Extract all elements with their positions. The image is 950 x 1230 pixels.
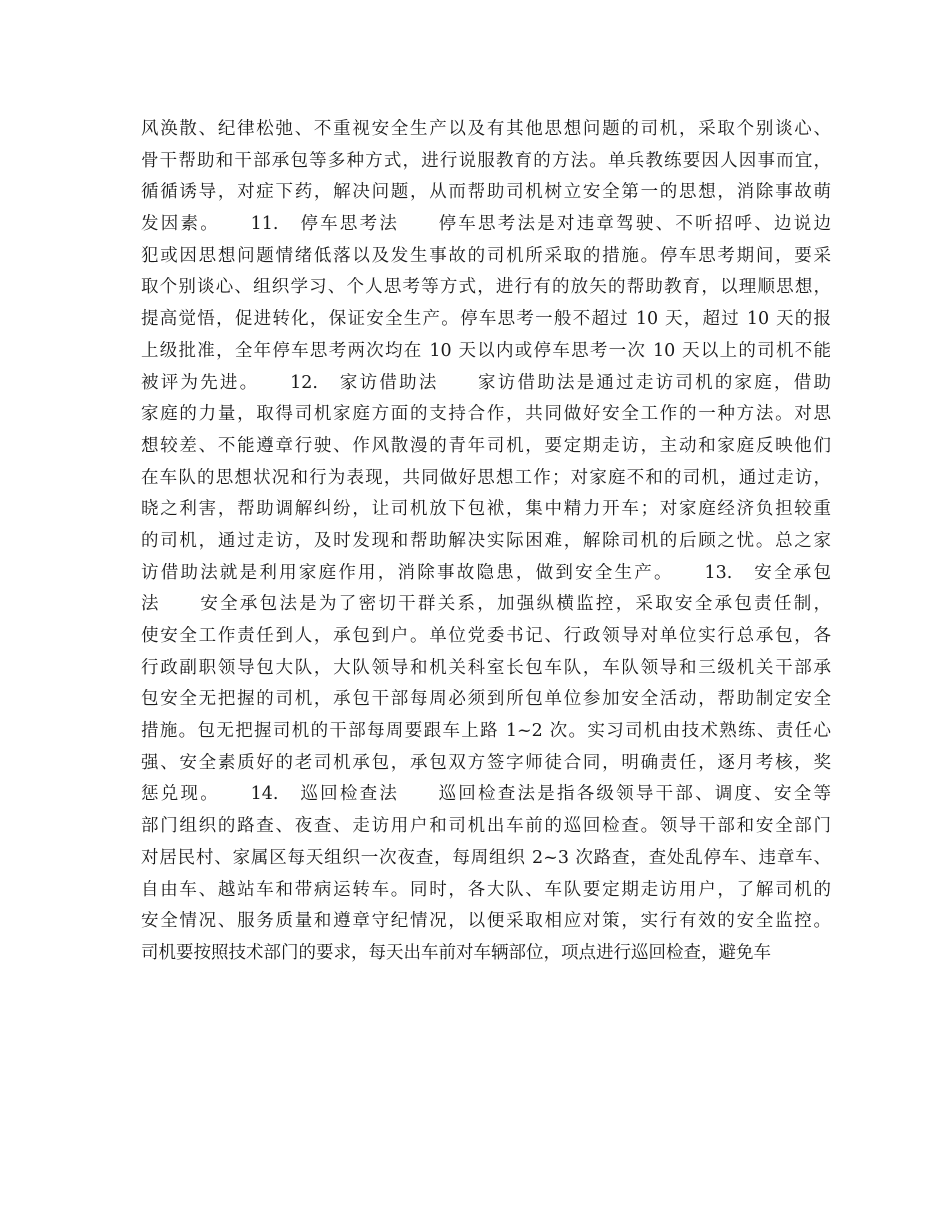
- text-line: 措施。包无把握司机的干部每周要跟车上路 1~2 次。实习司机由技术熟练、责任心: [141, 721, 831, 742]
- text-line: 的司机，通过走访，及时发现和帮助解决实际困难，解除司机的后顾之忧。总之家: [141, 530, 831, 551]
- text-line: 犯或因思想问题情绪低落以及发生事故的司机所采取的措施。停车思考期间，要采: [141, 245, 831, 266]
- text-line: 自由车、越站车和带病运转车。同时，各大队、车队要定期走访用户，了解司机的: [141, 879, 831, 900]
- text-line: 强、安全素质好的老司机承包，承包双方签字师徒合同，明确责任，逐月考核，奖: [141, 752, 831, 773]
- text-line: 安全情况、服务质量和遵章守纪情况，以便采取相应对策，实行有效的安全监控。: [141, 911, 831, 932]
- text-line: 行政副职领导包大队，大队领导和机关科室长包车队，车队领导和三级机关干部承: [141, 657, 831, 678]
- text-line: 惩兑现。 14. 巡回检查法 巡回检查法是指各级领导干部、调度、安全等: [141, 784, 831, 805]
- text-line: 对居民村、家属区每天组织一次夜查，每周组织 2~3 次路查，查处乱停车、违章车、: [141, 847, 831, 868]
- text-line: 想较差、不能遵章行驶、作风散漫的青年司机，要定期走访，主动和家庭反映他们: [141, 435, 831, 456]
- text-line: 部门组织的路查、夜查、走访用户和司机出车前的巡回检查。领导干部和安全部门: [141, 816, 831, 837]
- text-line: 取个别谈心、组织学习、个人思考等方式，进行有的放矢的帮助教育，以理顺思想，: [141, 277, 831, 298]
- text-line: 上级批准，全年停车思考两次均在 10 天以内或停车思考一次 10 天以上的司机不能: [141, 340, 831, 361]
- text-line: 骨干帮助和干部承包等多种方式，进行说服教育的方法。单兵教练要因人因事而宜，: [141, 150, 831, 171]
- text-line: 被评为先进。 12. 家访借助法 家访借助法是通过走访司机的家庭，借助: [141, 372, 831, 393]
- text-line: 司机要按照技术部门的要求，每天出车前对车辆部位，项点进行巡回检查，避免车: [141, 942, 771, 963]
- text-line: 访借助法就是利用家庭作用，消除事故隐患，做到安全生产。 13. 安全承包: [141, 562, 831, 583]
- text-line: 发因素。 11. 停车思考法 停车思考法是对违章驾驶、不听招呼、边说边: [141, 214, 831, 235]
- text-line: 循循诱导，对症下药，解决问题，从而帮助司机树立安全第一的思想，消除事故萌: [141, 182, 831, 203]
- text-line: 包安全无把握的司机，承包干部每周必须到所包单位参加安全活动，帮助制定安全: [141, 689, 831, 710]
- text-line: 风涣散、纪律松弛、不重视安全生产以及有其他思想问题的司机，采取个别谈心、: [141, 119, 831, 139]
- text-line: 法 安全承包法是为了密切干群关系，加强纵横监控，采取安全承包责任制，: [141, 594, 831, 615]
- text-line: 晓之利害，帮助调解纠纷，让司机放下包袱，集中精力开车；对家庭经济负担较重: [141, 499, 831, 520]
- body-text: [141, 114, 831, 970]
- text-line: 在车队的思想状况和行为表现，共同做好思想工作；对家庭不和的司机，通过走访，: [141, 467, 831, 488]
- text-line: 家庭的力量，取得司机家庭方面的支持合作，共同做好安全工作的一种方法。对思: [141, 404, 831, 425]
- text-line: 使安全工作责任到人，承包到户。单位党委书记、行政领导对单位实行总承包，各: [141, 626, 831, 646]
- text-line: 提高觉悟，促进转化，保证安全生产。停车思考一般不超过 10 天，超过 10 天的报: [141, 309, 831, 330]
